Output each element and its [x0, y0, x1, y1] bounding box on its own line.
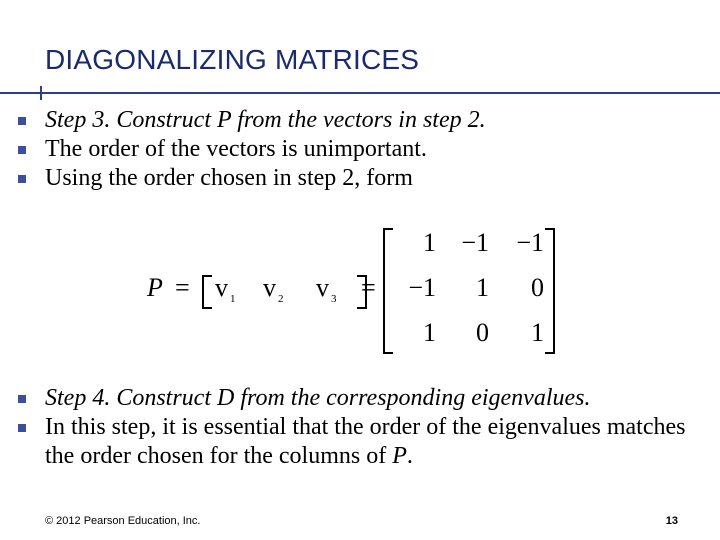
bullet-essential-order	[18, 413, 708, 471]
vector-v1: v $_1$	[215, 273, 236, 305]
matrix-cell: 0	[476, 318, 489, 347]
vector-v2: v $_2$	[263, 273, 284, 305]
bullet-text: Using the order chosen in step 2, form	[45, 165, 413, 191]
title-rule	[0, 92, 720, 94]
bullet-list-bottom	[18, 384, 708, 471]
bullet-text: Step 4. Construct D from the corresponding eigenvalues.	[45, 385, 591, 411]
vector-v3: v $_3$	[316, 273, 337, 305]
matrix-right-bracket-icon	[545, 228, 555, 354]
left-bracket-icon	[202, 275, 212, 309]
slide-title: DIAGONALIZING MATRICES	[45, 44, 420, 75]
copyright-footer: © 2012 Pearson Education, Inc.	[45, 515, 201, 527]
equals-sign: =	[361, 273, 376, 302]
matrix-cell: 0	[531, 273, 544, 302]
bullet-square-icon	[18, 395, 26, 403]
bullet-list-top	[18, 106, 708, 193]
matrix-cell: 1	[423, 318, 436, 347]
bullet-step4	[18, 384, 708, 413]
matrix-cell: 1	[423, 228, 436, 257]
page-number: 13	[665, 515, 678, 527]
matrix-cell: −1	[461, 228, 489, 257]
matrix-cell: 1	[531, 318, 544, 347]
bullet-text: The order of the vectors is unimportant.	[45, 136, 427, 162]
equals-sign: =	[175, 273, 190, 302]
matrix-cell: −1	[516, 228, 544, 257]
matrix-cell: −1	[408, 273, 436, 302]
equation-p-matrix	[145, 220, 565, 360]
bullet-square-icon	[18, 175, 26, 183]
bullet-step3	[18, 106, 708, 135]
bullet-square-icon	[18, 117, 26, 125]
bullet-text: Step 3. Construct P from the vectors in step 2.	[45, 107, 486, 133]
bullet-text: In this step, it is essential that the order of the eigenvalues matches the order chosen for the columns of P.	[45, 414, 686, 469]
equation-lhs: P	[147, 273, 163, 302]
bullet-square-icon	[18, 146, 26, 154]
matrix-cell: 1	[476, 273, 489, 302]
bullet-form	[18, 164, 708, 193]
bullet-order	[18, 135, 708, 164]
